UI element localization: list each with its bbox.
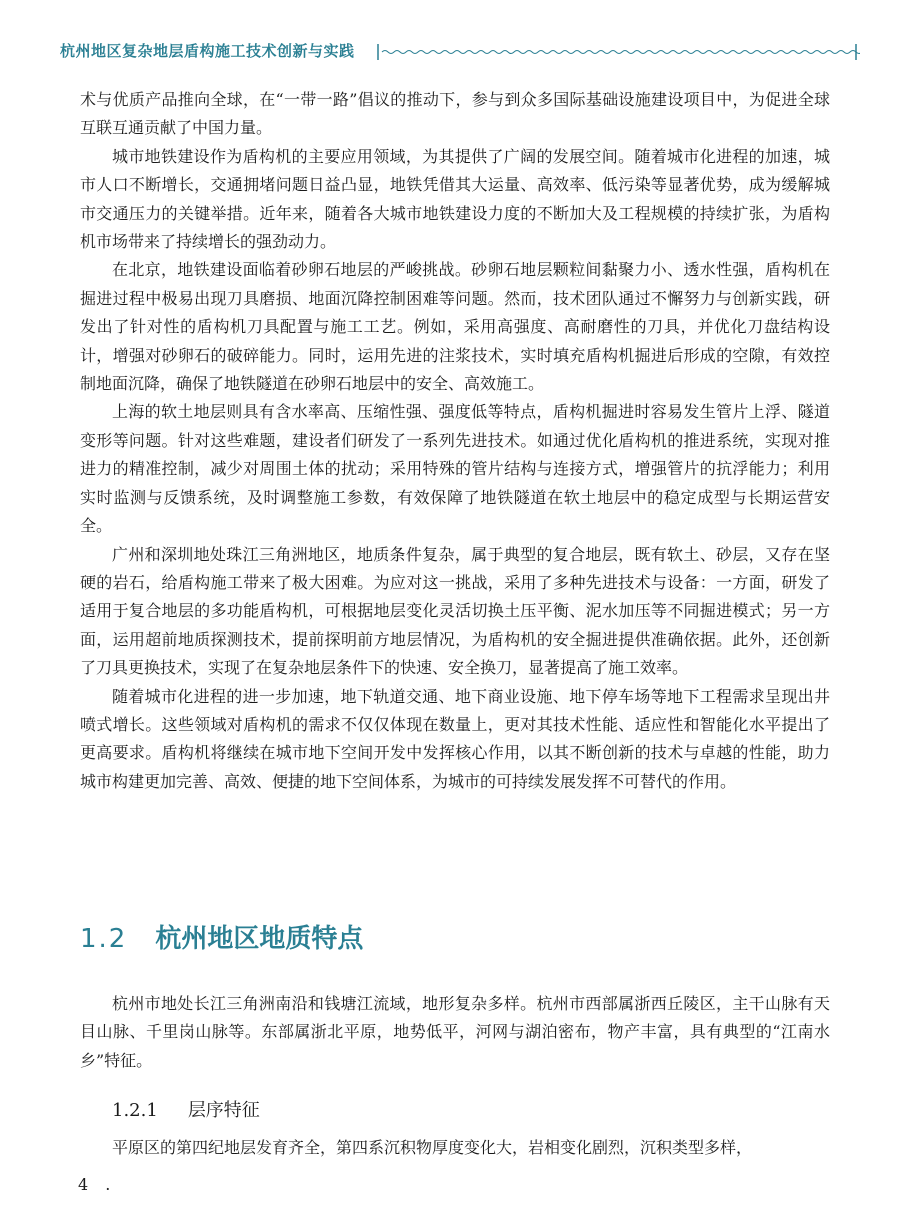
subsection-heading — [112, 1096, 260, 1122]
running-header-title: 杭州地区复杂地层盾构施工技术创新与实践 — [60, 42, 355, 60]
paragraph-plain-strata: 平原区的第四纪地层发育齐全，第四系沉积物厚度变化大，岩相变化剧烈，沉积类型多样， — [112, 1138, 753, 1157]
paragraph-urbanization: 随着城市化进程的进一步加速，地下轨道交通、地下商业设施、地下停车场等地下工程需求呈现出井喷式增长。这些领域对盾构机的需求不仅仅体现在数量上，更对其技术性能、适应性和智能化水平提出了更高要求。盾构机将继续在城市地下空间开发中发挥核心作用，以其不断创新的技术与卓越的性能，助力城市构建更加完善、高效、便捷的地下空间体系，为城市的可持续发展发挥不可替代的作用。 — [80, 686, 830, 791]
paragraph-shanghai: 上海的软土地层则具有含水率高、压缩性强、强度低等特点，盾构机掘进时容易发生管片上浮、隧道变形等问题。针对这些难题，建设者们研发了一系列先进技术。如通过优化盾构机的推进系统，实现对推进力的精准控制，减少对周围土体的扰动；采用特殊的管片结构与连接方式，增强管片的抗浮能力；利用实时监测与反馈系统，及时调整施工参数，有效保障了地铁隧道在软土地层中的稳定成型与长期运营安全。 — [80, 402, 830, 536]
paragraph-continuation: 术与优质产品推向全球，在“一带一路”倡议的推动下，参与到众多国际基础设施建设项目中，为促进全球互联互通贡献了中国力量。 — [80, 90, 830, 138]
page-number: 4 . — [78, 1175, 117, 1194]
running-header — [60, 38, 860, 68]
body-text-section — [80, 990, 830, 1075]
paragraph-metro-construction: 城市地铁建设作为盾构机的主要应用领域，为其提供了广阔的发展空间。随着城市化进程的加速，城市人口不断增长，交通拥堵问题日益凸显，地铁凭借其大运量、高效率、低污染等显著优势，成为缓解城市交通压力的关键举措。近年来，随着各大城市地铁建设力度的不断加大及工程规模的持续扩张，为盾构机市场带来了持续增长的强劲动力。 — [80, 146, 830, 252]
body-text-subsection — [80, 1134, 830, 1162]
body-text-top — [80, 86, 830, 796]
paragraph-guangzhou-shenzhen: 广州和深圳地处珠江三角洲地区，地质条件复杂，属于典型的复合地层，既有软土、砂层，又存在坚硬的岩石，给盾构施工带来了极大困难。为应对这一挑战，采用了多种先进技术与设备：一方面，研发了适用于复合地层的多功能盾构机，可根据地层变化灵活切换土压平衡、泥水加压等不同掘进模式；另一方面，运用超前地质探测技术，提前探明前方地层情况，为盾构机的安全掘进提供准确依据。此外，还创新了刀具更换技术，实现了在复杂地层条件下的快速、安全换刀，显著提高了施工效率。 — [80, 544, 830, 678]
header-wave-rule — [376, 42, 860, 62]
section-heading — [80, 918, 363, 955]
subsection-number: 1.2.1 — [112, 1100, 158, 1121]
paragraph-hangzhou-terrain: 杭州市地处长江三角洲南沿和钱塘江流域，地形复杂多样。杭州市西部属浙西丘陵区，主干山脉有天目山脉、千里岗山脉等。东部属浙北平原，地势低平，河网与湖泊密布，物产丰富，具有典型的“江南水乡”特征。 — [80, 994, 830, 1070]
subsection-title: 层序特征 — [187, 1100, 260, 1121]
section-title: 杭州地区地质特点 — [155, 924, 364, 954]
paragraph-beijing: 在北京，地铁建设面临着砂卵石地层的严峻挑战。砂卵石地层颗粒间黏聚力小、透水性强，盾构机在掘进过程中极易出现刀具磨损、地面沉降控制困难等问题。然而，技术团队通过不懈努力与创新实践，研发出了针对性的盾构机刀具配置与施工工艺。例如，采用高强度、高耐磨性的刀具，并优化刀盘结构设计，增强对砂卵石的破碎能力。同时，运用先进的注浆技术，实时填充盾构机掘进后形成的空隙，有效控制地面沉降，确保了地铁隧道在砂卵石地层中的安全、高效施工。 — [80, 260, 830, 394]
section-number: 1.2 — [80, 924, 128, 954]
